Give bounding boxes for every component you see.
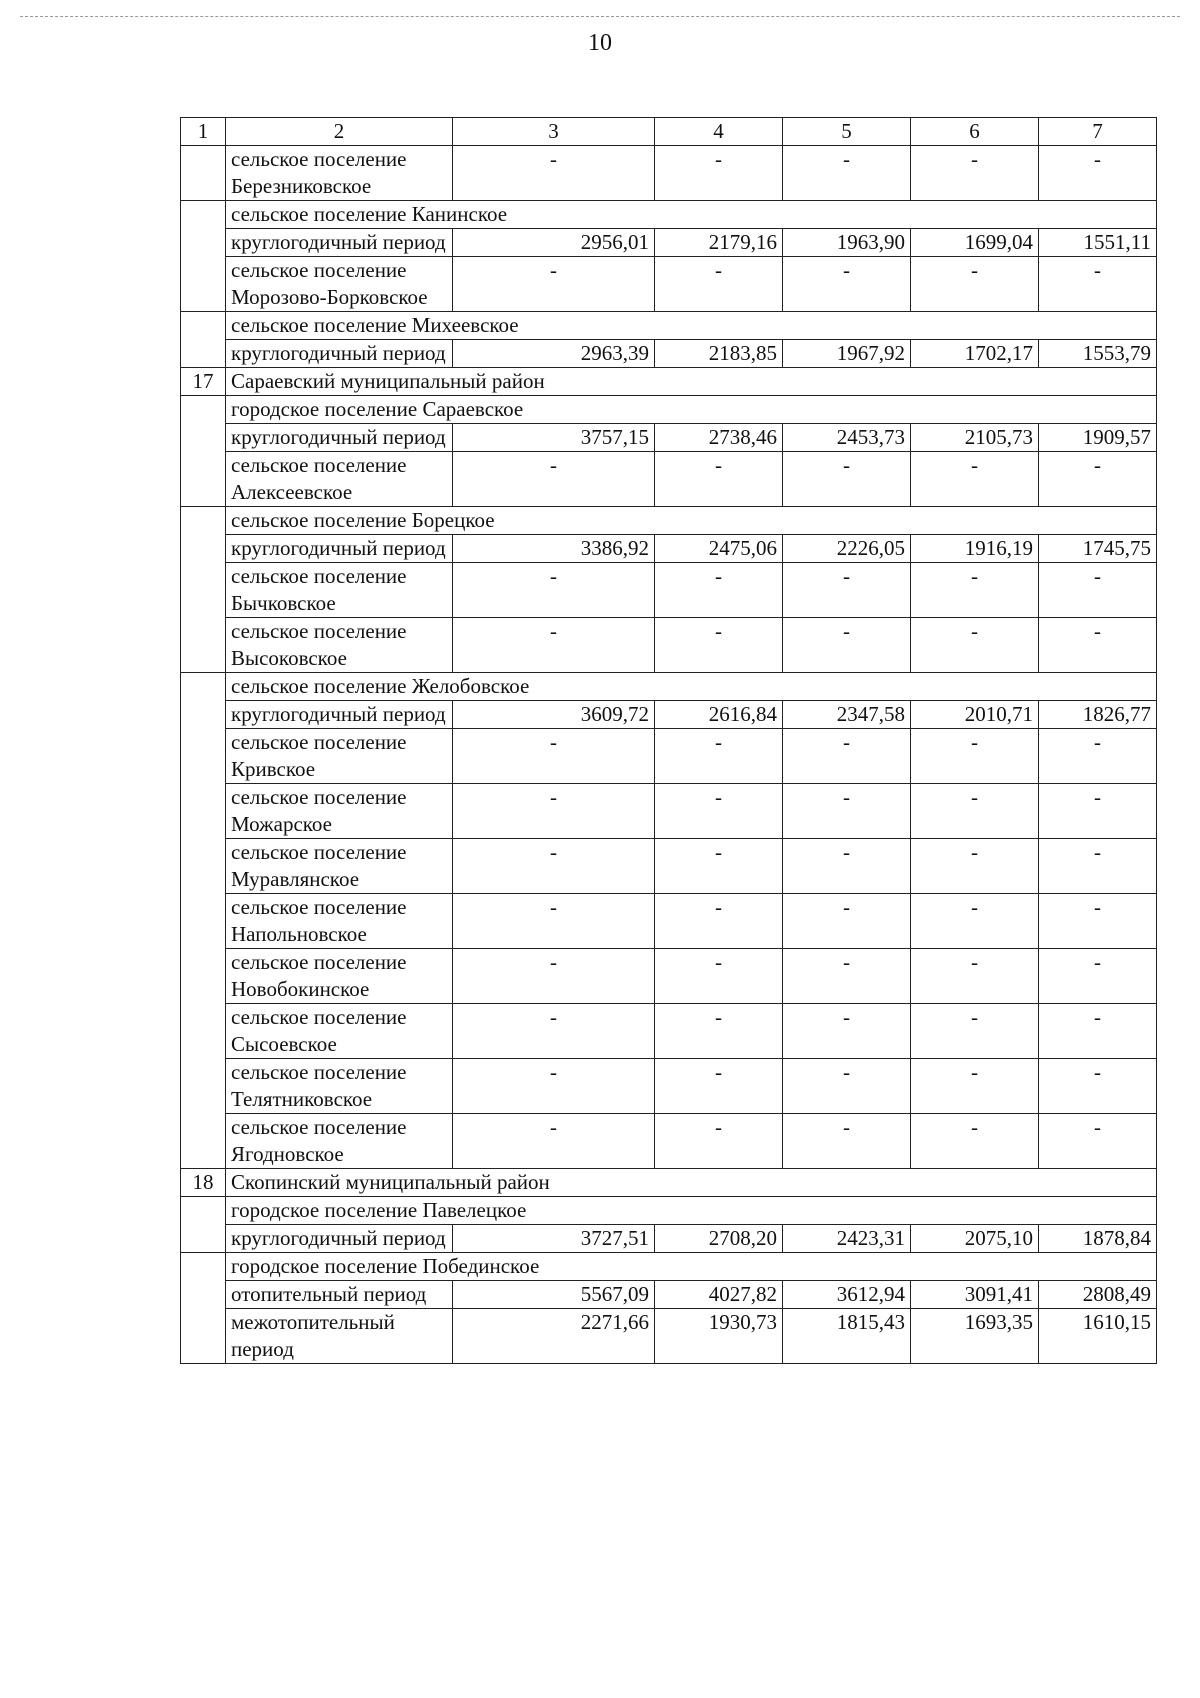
row-label: межотопительный период [226, 1309, 453, 1364]
table-row [181, 368, 1157, 396]
value-cell-col5: - [783, 894, 911, 949]
value-cell-col7: - [1039, 618, 1157, 673]
value-cell-col7: 1551,11 [1039, 229, 1157, 257]
table-row [181, 396, 1157, 424]
row-number-cell [181, 201, 226, 312]
row-label: сельское поселение Березниковское [226, 146, 453, 201]
table-row [181, 563, 1157, 618]
table-row [181, 1169, 1157, 1197]
value-cell-col6: - [911, 784, 1039, 839]
header-cell-5: 5 [783, 118, 911, 146]
value-cell-col6: 1702,17 [911, 340, 1039, 368]
value-cell-col5: - [783, 949, 911, 1004]
value-cell-col7: - [1039, 784, 1157, 839]
header-cell-4: 4 [655, 118, 783, 146]
value-cell-col7: - [1039, 1059, 1157, 1114]
table-row [181, 507, 1157, 535]
header-cell-2: 2 [226, 118, 453, 146]
header-cell-3: 3 [453, 118, 655, 146]
row-label: сельское поселение Высоковское [226, 618, 453, 673]
value-cell-col6: - [911, 1059, 1039, 1114]
value-cell-col7: 1553,79 [1039, 340, 1157, 368]
value-cell-col4: 2179,16 [655, 229, 783, 257]
row-label: отопительный период [226, 1281, 453, 1309]
value-cell-col5: 1815,43 [783, 1309, 911, 1364]
tariff-table [180, 117, 1157, 1364]
row-label: сельское поселение Морозово-Борковское [226, 257, 453, 312]
row-number-cell [181, 396, 226, 507]
value-cell-col5: - [783, 618, 911, 673]
row-number-cell [181, 312, 226, 368]
value-cell-col7: - [1039, 729, 1157, 784]
value-cell-col4: - [655, 949, 783, 1004]
value-cell-col3: - [453, 729, 655, 784]
table-row [181, 146, 1157, 201]
row-label: сельское поселение Бычковское [226, 563, 453, 618]
value-cell-col6: - [911, 452, 1039, 507]
table-row [181, 839, 1157, 894]
row-label: сельское поселение Муравлянское [226, 839, 453, 894]
value-cell-col3: - [453, 894, 655, 949]
value-cell-col3: - [453, 618, 655, 673]
value-cell-col5: 2226,05 [783, 535, 911, 563]
value-cell-col4: - [655, 729, 783, 784]
value-cell-col3: 5567,09 [453, 1281, 655, 1309]
value-cell-col7: - [1039, 146, 1157, 201]
page-number: 10 [588, 30, 612, 56]
value-cell-col3: 3609,72 [453, 701, 655, 729]
settlement-heading: городское поселение Побединское [226, 1253, 1157, 1281]
value-cell-col6: - [911, 146, 1039, 201]
row-label: круглогодичный период [226, 535, 453, 563]
settlement-heading: городское поселение Павелецкое [226, 1197, 1157, 1225]
value-cell-col5: - [783, 729, 911, 784]
scan-artifact-line [20, 16, 1180, 17]
value-cell-col6: - [911, 894, 1039, 949]
value-cell-col4: - [655, 452, 783, 507]
table-row [181, 1253, 1157, 1281]
district-heading: Сараевский муниципальный район [226, 368, 1157, 396]
row-label: круглогодичный период [226, 1225, 453, 1253]
table-header-row [181, 118, 1157, 146]
row-number-cell [181, 1197, 226, 1253]
value-cell-col4: - [655, 563, 783, 618]
value-cell-col3: - [453, 563, 655, 618]
value-cell-col6: - [911, 729, 1039, 784]
value-cell-col5: 2423,31 [783, 1225, 911, 1253]
table-row [181, 452, 1157, 507]
value-cell-col7: - [1039, 894, 1157, 949]
value-cell-col7: - [1039, 1114, 1157, 1169]
row-label: сельское поселение Кривское [226, 729, 453, 784]
settlement-heading: сельское поселение Желобовское [226, 673, 1157, 701]
district-heading: Скопинский муниципальный район [226, 1169, 1157, 1197]
table-row [181, 535, 1157, 563]
value-cell-col4: 2183,85 [655, 340, 783, 368]
row-label: круглогодичный период [226, 424, 453, 452]
value-cell-col7: - [1039, 563, 1157, 618]
table-row [181, 673, 1157, 701]
table-row [181, 1225, 1157, 1253]
value-cell-col4: - [655, 784, 783, 839]
value-cell-col6: - [911, 563, 1039, 618]
table-row [181, 949, 1157, 1004]
value-cell-col5: - [783, 257, 911, 312]
value-cell-col6: - [911, 257, 1039, 312]
value-cell-col7: - [1039, 1004, 1157, 1059]
table-row [181, 257, 1157, 312]
settlement-heading: сельское поселение Канинское [226, 201, 1157, 229]
value-cell-col6: - [911, 839, 1039, 894]
value-cell-col7: 1878,84 [1039, 1225, 1157, 1253]
value-cell-col4: 4027,82 [655, 1281, 783, 1309]
row-number-cell: 17 [181, 368, 226, 396]
value-cell-col5: - [783, 784, 911, 839]
row-number-cell [181, 673, 226, 1169]
value-cell-col3: - [453, 1114, 655, 1169]
value-cell-col6: 2075,10 [911, 1225, 1039, 1253]
value-cell-col3: - [453, 1059, 655, 1114]
row-label: круглогодичный период [226, 701, 453, 729]
table-row [181, 701, 1157, 729]
value-cell-col3: - [453, 1004, 655, 1059]
table-row [181, 1281, 1157, 1309]
settlement-heading: сельское поселение Борецкое [226, 507, 1157, 535]
value-cell-col3: - [453, 784, 655, 839]
table-row [181, 1197, 1157, 1225]
value-cell-col4: - [655, 1114, 783, 1169]
table-row [181, 1059, 1157, 1114]
value-cell-col5: 1967,92 [783, 340, 911, 368]
value-cell-col3: 2956,01 [453, 229, 655, 257]
value-cell-col4: - [655, 257, 783, 312]
row-label: круглогодичный период [226, 229, 453, 257]
settlement-heading: сельское поселение Михеевское [226, 312, 1157, 340]
value-cell-col5: 2347,58 [783, 701, 911, 729]
table-row [181, 201, 1157, 229]
value-cell-col4: 1930,73 [655, 1309, 783, 1364]
table-row [181, 784, 1157, 839]
row-label: сельское поселение Алексеевское [226, 452, 453, 507]
value-cell-col3: 3757,15 [453, 424, 655, 452]
value-cell-col6: 1699,04 [911, 229, 1039, 257]
table-row [181, 424, 1157, 452]
row-label: сельское поселение Сысоевское [226, 1004, 453, 1059]
row-label: сельское поселение Телятниковское [226, 1059, 453, 1114]
value-cell-col5: - [783, 452, 911, 507]
value-cell-col7: 2808,49 [1039, 1281, 1157, 1309]
row-label: круглогодичный период [226, 340, 453, 368]
value-cell-col3: - [453, 839, 655, 894]
table-row [181, 312, 1157, 340]
value-cell-col4: - [655, 618, 783, 673]
value-cell-col4: 2475,06 [655, 535, 783, 563]
value-cell-col5: 2453,73 [783, 424, 911, 452]
value-cell-col3: 2271,66 [453, 1309, 655, 1364]
value-cell-col6: - [911, 1114, 1039, 1169]
table-row [181, 729, 1157, 784]
value-cell-col7: 1610,15 [1039, 1309, 1157, 1364]
value-cell-col6: 1916,19 [911, 535, 1039, 563]
value-cell-col4: 2708,20 [655, 1225, 783, 1253]
value-cell-col5: - [783, 146, 911, 201]
value-cell-col6: 1693,35 [911, 1309, 1039, 1364]
row-label: сельское поселение Новобокинское [226, 949, 453, 1004]
value-cell-col3: - [453, 257, 655, 312]
value-cell-col7: - [1039, 839, 1157, 894]
value-cell-col5: 3612,94 [783, 1281, 911, 1309]
value-cell-col4: 2738,46 [655, 424, 783, 452]
value-cell-col4: - [655, 146, 783, 201]
value-cell-col5: - [783, 839, 911, 894]
value-cell-col6: 2010,71 [911, 701, 1039, 729]
table-row [181, 1309, 1157, 1364]
value-cell-col6: - [911, 618, 1039, 673]
value-cell-col6: - [911, 949, 1039, 1004]
row-label: сельское поселение Напольновское [226, 894, 453, 949]
row-number-cell [181, 146, 226, 201]
value-cell-col3: - [453, 949, 655, 1004]
row-label: сельское поселение Можарское [226, 784, 453, 839]
value-cell-col5: - [783, 563, 911, 618]
header-cell-7: 7 [1039, 118, 1157, 146]
row-number-cell [181, 507, 226, 673]
value-cell-col6: 2105,73 [911, 424, 1039, 452]
value-cell-col5: 1963,90 [783, 229, 911, 257]
value-cell-col7: 1909,57 [1039, 424, 1157, 452]
table-row [181, 894, 1157, 949]
value-cell-col5: - [783, 1004, 911, 1059]
value-cell-col4: - [655, 1059, 783, 1114]
row-number-cell [181, 1253, 226, 1364]
value-cell-col5: - [783, 1059, 911, 1114]
value-cell-col5: - [783, 1114, 911, 1169]
value-cell-col4: - [655, 839, 783, 894]
value-cell-col3: - [453, 452, 655, 507]
value-cell-col3: 3386,92 [453, 535, 655, 563]
header-cell-6: 6 [911, 118, 1039, 146]
row-label: сельское поселение Ягодновское [226, 1114, 453, 1169]
value-cell-col3: 3727,51 [453, 1225, 655, 1253]
value-cell-col7: - [1039, 949, 1157, 1004]
value-cell-col7: - [1039, 452, 1157, 507]
header-cell-1: 1 [181, 118, 226, 146]
value-cell-col7: - [1039, 257, 1157, 312]
table-row [181, 340, 1157, 368]
tariff-table-body [181, 118, 1157, 1364]
value-cell-col4: - [655, 1004, 783, 1059]
table-row [181, 618, 1157, 673]
value-cell-col4: - [655, 894, 783, 949]
value-cell-col6: - [911, 1004, 1039, 1059]
settlement-heading: городское поселение Сараевское [226, 396, 1157, 424]
value-cell-col3: 2963,39 [453, 340, 655, 368]
value-cell-col7: 1745,75 [1039, 535, 1157, 563]
table-row [181, 1114, 1157, 1169]
value-cell-col4: 2616,84 [655, 701, 783, 729]
value-cell-col3: - [453, 146, 655, 201]
row-number-cell: 18 [181, 1169, 226, 1197]
table-row [181, 1004, 1157, 1059]
table-row [181, 229, 1157, 257]
value-cell-col6: 3091,41 [911, 1281, 1039, 1309]
value-cell-col7: 1826,77 [1039, 701, 1157, 729]
